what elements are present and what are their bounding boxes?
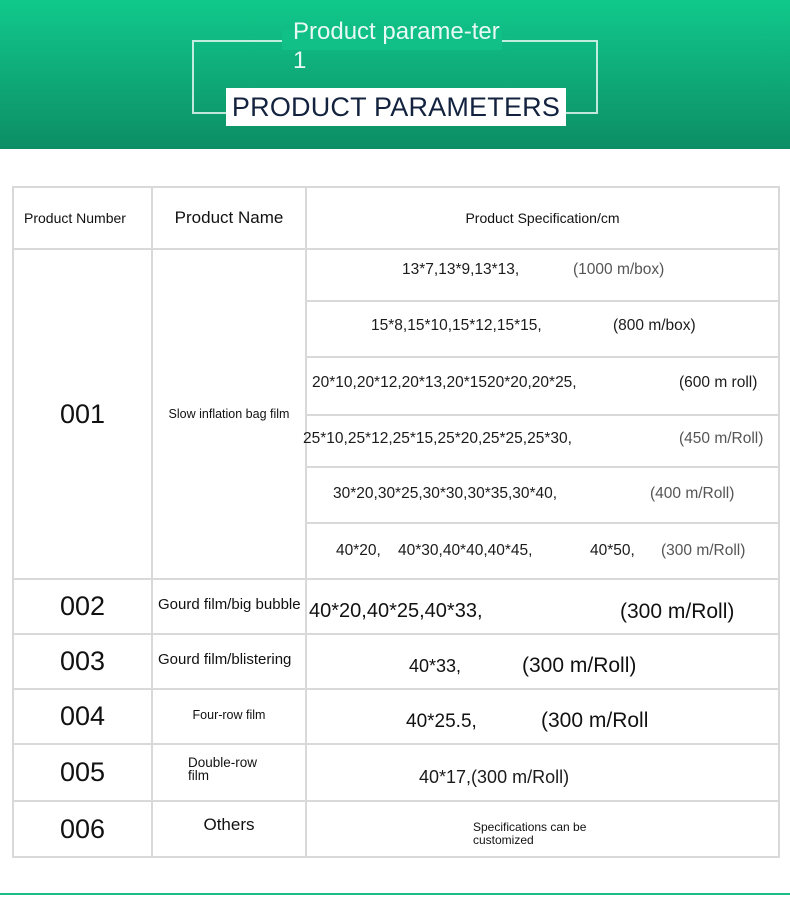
table-row [13,249,779,301]
product-number-006: 006 [13,801,152,857]
spec-sizes: 40*33, [409,656,462,676]
table-row [13,689,779,744]
product-name-text: Gourd film/blistering [158,651,292,668]
product-name-005 [152,744,306,801]
spec-unit: (300 m/Roll) [522,654,637,677]
banner-title-box [226,88,566,126]
spec-sizes: 13*7,13*9,13*13, [402,261,520,278]
spec-unit: (400 m/Roll) [650,485,735,502]
header-product-name: Product Name [152,187,306,249]
spec-cell [303,415,779,467]
spec-sizes: 25*10,25*12,25*15,25*20,25*25,25*30, [303,430,572,447]
product-name-line1: Double-row [188,755,258,770]
spec-sizes: 15*8,15*10,15*12,15*15, [371,317,542,334]
banner-title: PRODUCT PARAMETERS [231,91,561,122]
product-number-004: 004 [13,689,152,744]
product-name-line2: film [188,768,209,783]
spec-cell [306,801,779,857]
spec-unit: (600 m roll) [679,374,758,391]
product-number-001: 001 [13,249,152,579]
spec-cell [306,301,779,357]
spec-sizes-a: 40*20, [336,542,381,559]
product-number-005: 005 [13,744,152,801]
spec-sizes: 20*10,20*12,20*13,20*1520*20,20*25, [312,374,577,391]
product-name-text: Gourd film/big bubble [158,596,301,613]
table-row [13,634,779,689]
product-name-004: Four-row film [152,689,306,744]
product-name-003 [152,634,306,689]
spec-sizes-b: 40*30,40*40,40*45, [398,542,533,559]
spec-line2: customized [473,833,534,847]
table-row [13,579,779,634]
spec-cell [306,579,779,634]
spec-unit: (800 m/box) [613,317,696,334]
product-name-002 [152,579,306,634]
header-banner [0,0,790,149]
table-row [13,744,779,801]
spec-cell [306,689,779,744]
spec-unit: (1000 m/box) [573,261,665,278]
product-number-002: 002 [13,579,152,634]
product-parameters-table [12,186,780,858]
spec-cell [306,357,779,415]
spec-line1: Specifications can be [473,820,587,834]
spec-unit: (450 m/Roll) [679,430,764,447]
spec-sizes-c: 40*50, [590,542,635,559]
header-product-spec: Product Specification/cm [306,187,779,249]
spec-sizes: 40*25.5, [406,711,477,732]
spec-sizes: 30*20,30*25,30*30,30*35,30*40, [333,485,558,502]
product-name-001: Slow inflation bag film [152,249,306,579]
table-row [13,801,779,857]
spec-cell [306,249,779,301]
banner-subtitle: Product parame-ter 1 [293,18,500,74]
header-product-number: Product Number [13,187,152,249]
spec-cell [306,467,779,523]
spec-unit: (300 m/Roll) [661,542,746,559]
spec-text: 40*17,(300 m/Roll) [419,767,570,787]
spec-cell [306,523,779,579]
spec-unit: (300 m/Roll) [620,600,735,623]
product-name-006: Others [152,801,306,857]
product-number-003: 003 [13,634,152,689]
bottom-divider [0,893,790,895]
table-header-row [13,187,779,249]
spec-unit: (300 m/Roll [541,709,649,732]
spec-sizes: 40*20,40*25,40*33, [309,600,483,622]
spec-cell [306,634,779,689]
spec-cell [306,744,779,801]
